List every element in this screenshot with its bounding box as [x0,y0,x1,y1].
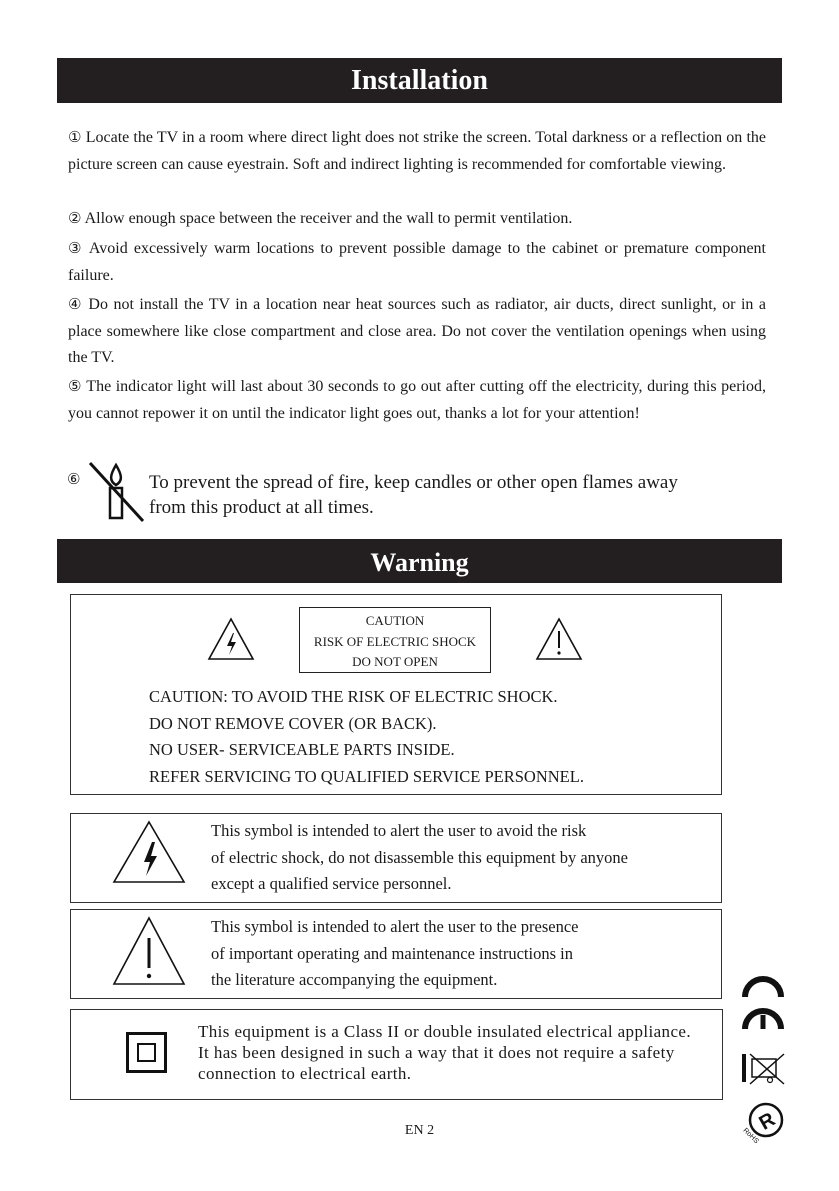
instructions-symbol-box [70,909,722,999]
shock-symbol-box [70,813,722,903]
caution-label [299,607,491,673]
warning-header [57,539,782,583]
caution-statement: NO USER- SERVICEABLE PARTS INSIDE. [149,740,455,759]
caution-label-line-1: CAUTION [365,613,425,628]
installation-item-4 [68,291,766,372]
item-text: Locate the TV in a room where direct light does not strike the screen. Total darkness or a reflection on the picture screen can cause eyestrain. Soft and indirect lighting is recommended for comfortable viewing. [68,129,767,173]
warning-title: Warning [370,548,469,577]
caution-label-line-3: DO NOT OPEN [352,654,438,669]
description-line: It has been designed in such a way that it does not require a safety [198,1043,675,1062]
description-line: connection to electrical earth. [198,1064,412,1083]
caution-statements [149,684,584,790]
shock-symbol-description [211,818,628,898]
svg-text:R: R [755,1108,779,1135]
weee-crossed-bin-icon [740,1050,786,1086]
rohs-label: RoHS [741,1127,760,1146]
installation-item-2 [68,205,766,233]
lightning-triangle-icon [112,820,186,884]
class-ii-box [70,1009,723,1100]
installation-header [57,58,782,103]
item-number: ② [68,209,82,227]
ce-mark-icon [741,985,787,1047]
item-text: Do not install the TV in a location near heat sources such as radiator, air ducts, direct sunlight, or in a place somewhere like close compartment and close area. Do not cover the ventilation openings when using the TV. [68,296,766,366]
candle-warning-line-1: To prevent the spread of fire, keep candles or other open flames away [149,472,678,493]
item-text: Allow enough space between the receiver and the wall to permit ventilation. [84,210,573,227]
installation-item-5 [68,373,766,427]
description-line: This symbol is intended to alert the user to the presence [211,917,579,936]
caution-statement: CAUTION: TO AVOID THE RISK OF ELECTRIC SHOCK. [149,687,558,706]
caution-box [70,594,722,795]
class-ii-double-square-icon [126,1032,167,1073]
item-number: ⑤ [68,377,83,395]
installation-item-3 [68,235,766,289]
description-line: This equipment is a Class II or double insulated electrical appliance. [198,1022,691,1041]
page-number: EN 2 [404,1123,435,1138]
item-number: ⑥ [67,470,81,488]
installation-title: Installation [351,65,488,96]
item-text: Avoid excessively warm locations to prevent possible damage to the cabinet or premature component failure. [68,240,766,284]
lightning-triangle-icon [207,617,255,661]
caution-statement: DO NOT REMOVE COVER (OR BACK). [149,713,437,733]
description-line: except a qualified service personnel. [211,874,452,893]
class-ii-description [198,1021,691,1084]
exclamation-triangle-icon [112,916,186,986]
installation-item-1 [68,124,766,178]
item-number: ③ [68,239,84,257]
candle-warning-line-2: from this product at all times. [149,497,374,518]
description-line: the literature accompanying the equipment. [211,970,498,989]
description-line: This symbol is intended to alert the user to avoid the risk [211,821,587,840]
description-line: of important operating and maintenance instructions in [211,943,573,963]
caution-label-line-2: RISK OF ELECTRIC SHOCK [313,633,477,649]
caution-statement: REFER SERVICING TO QUALIFIED SERVICE PERSONNEL. [149,766,584,786]
description-line: of electric shock, do not disassemble this equipment by anyone [211,847,628,867]
instructions-symbol-description [211,914,579,994]
item-number: ① [68,128,82,146]
item-number: ④ [68,295,83,313]
installation-item-6 [149,470,749,520]
no-candle-icon [88,461,146,523]
item-text: The indicator light will last about 30 seconds to go out after cutting off the electricity, during this period, you cannot repower it on until the indicator light goes out, thanks a lot for your attention! [68,378,767,422]
exclamation-triangle-icon [535,617,583,661]
